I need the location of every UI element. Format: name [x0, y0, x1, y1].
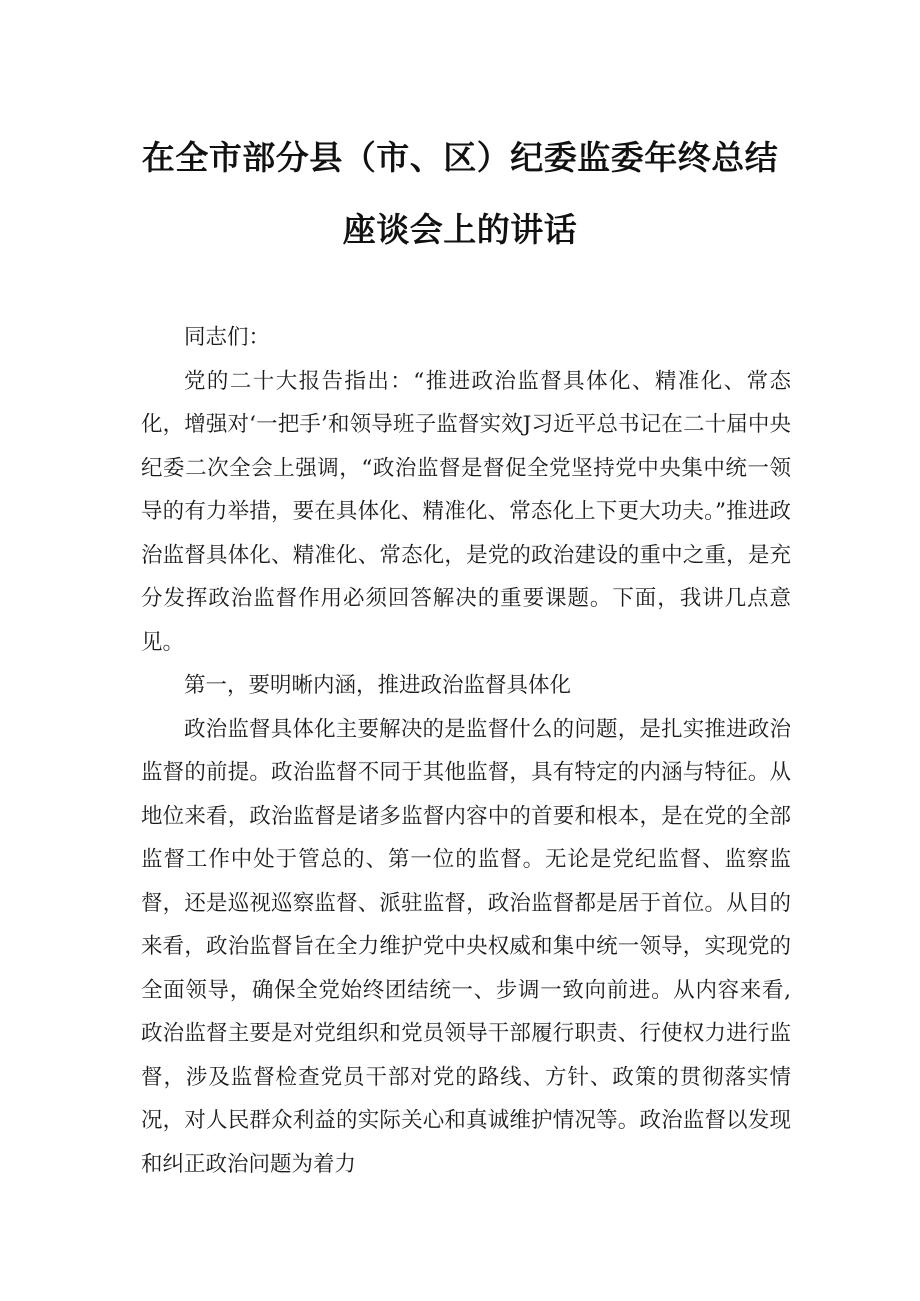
paragraph-intro: 党的二十大报告指出：“推进政治监督具体化、精准化、常态化，增强对‘一把手’和领导班子监督实效J习近平总书记在二十届中央纪委二次全会上强调，“政治监督是督促全党坚持党中央集中统一领导的有力举措，要在具体化、精准化、常态化上下更大功夫。”推进政治监督具体化、精准化、常态化，是党的政治建设的重中之重，是充分发挥政治监督作用必须回答解决的重要课题。下面，我讲几点意见。	[141, 368, 791, 655]
salutation: 同志们：	[184, 325, 271, 350]
document-body	[141, 316, 791, 1186]
document-title-line-2: 座谈会上的讲话	[342, 210, 578, 249]
paragraph-section-1: 政治监督具体化主要解决的是监督什么的问题，是扎实推进政治监督的前提。政治监督不同于其他监督，具有特定的内涵与特征。从地位来看，政治监督是诸多监督内容中的首要和根本，是在党的全部监督工作中处于管总的、第一位的监督。无论是党纪监督、监察监督，还是巡视巡察监督、派驻监督，政治监督都是居于首位。从目的来看，政治监督旨在全力维护党中央权威和集中统一领导，实现党的全面领导，确保全党始终团结统一、步调一致向前进。从内容来看,政治监督主要是对党组织和党员领导干部履行职责、行使权力进行监督，涉及监督检查党员干部对党的路线、方针、政策的贯彻落实情况，对人民群众利益的实际关心和真诚维护情况等。政治监督以发现和纠正政治问题为着力	[141, 716, 791, 1177]
document-title-line-1: 在全市部分县（市、区）纪委监委年终总结	[141, 138, 779, 177]
section-heading-1: 第一，要明晰内涵，推进政治监督具体化	[184, 673, 572, 698]
